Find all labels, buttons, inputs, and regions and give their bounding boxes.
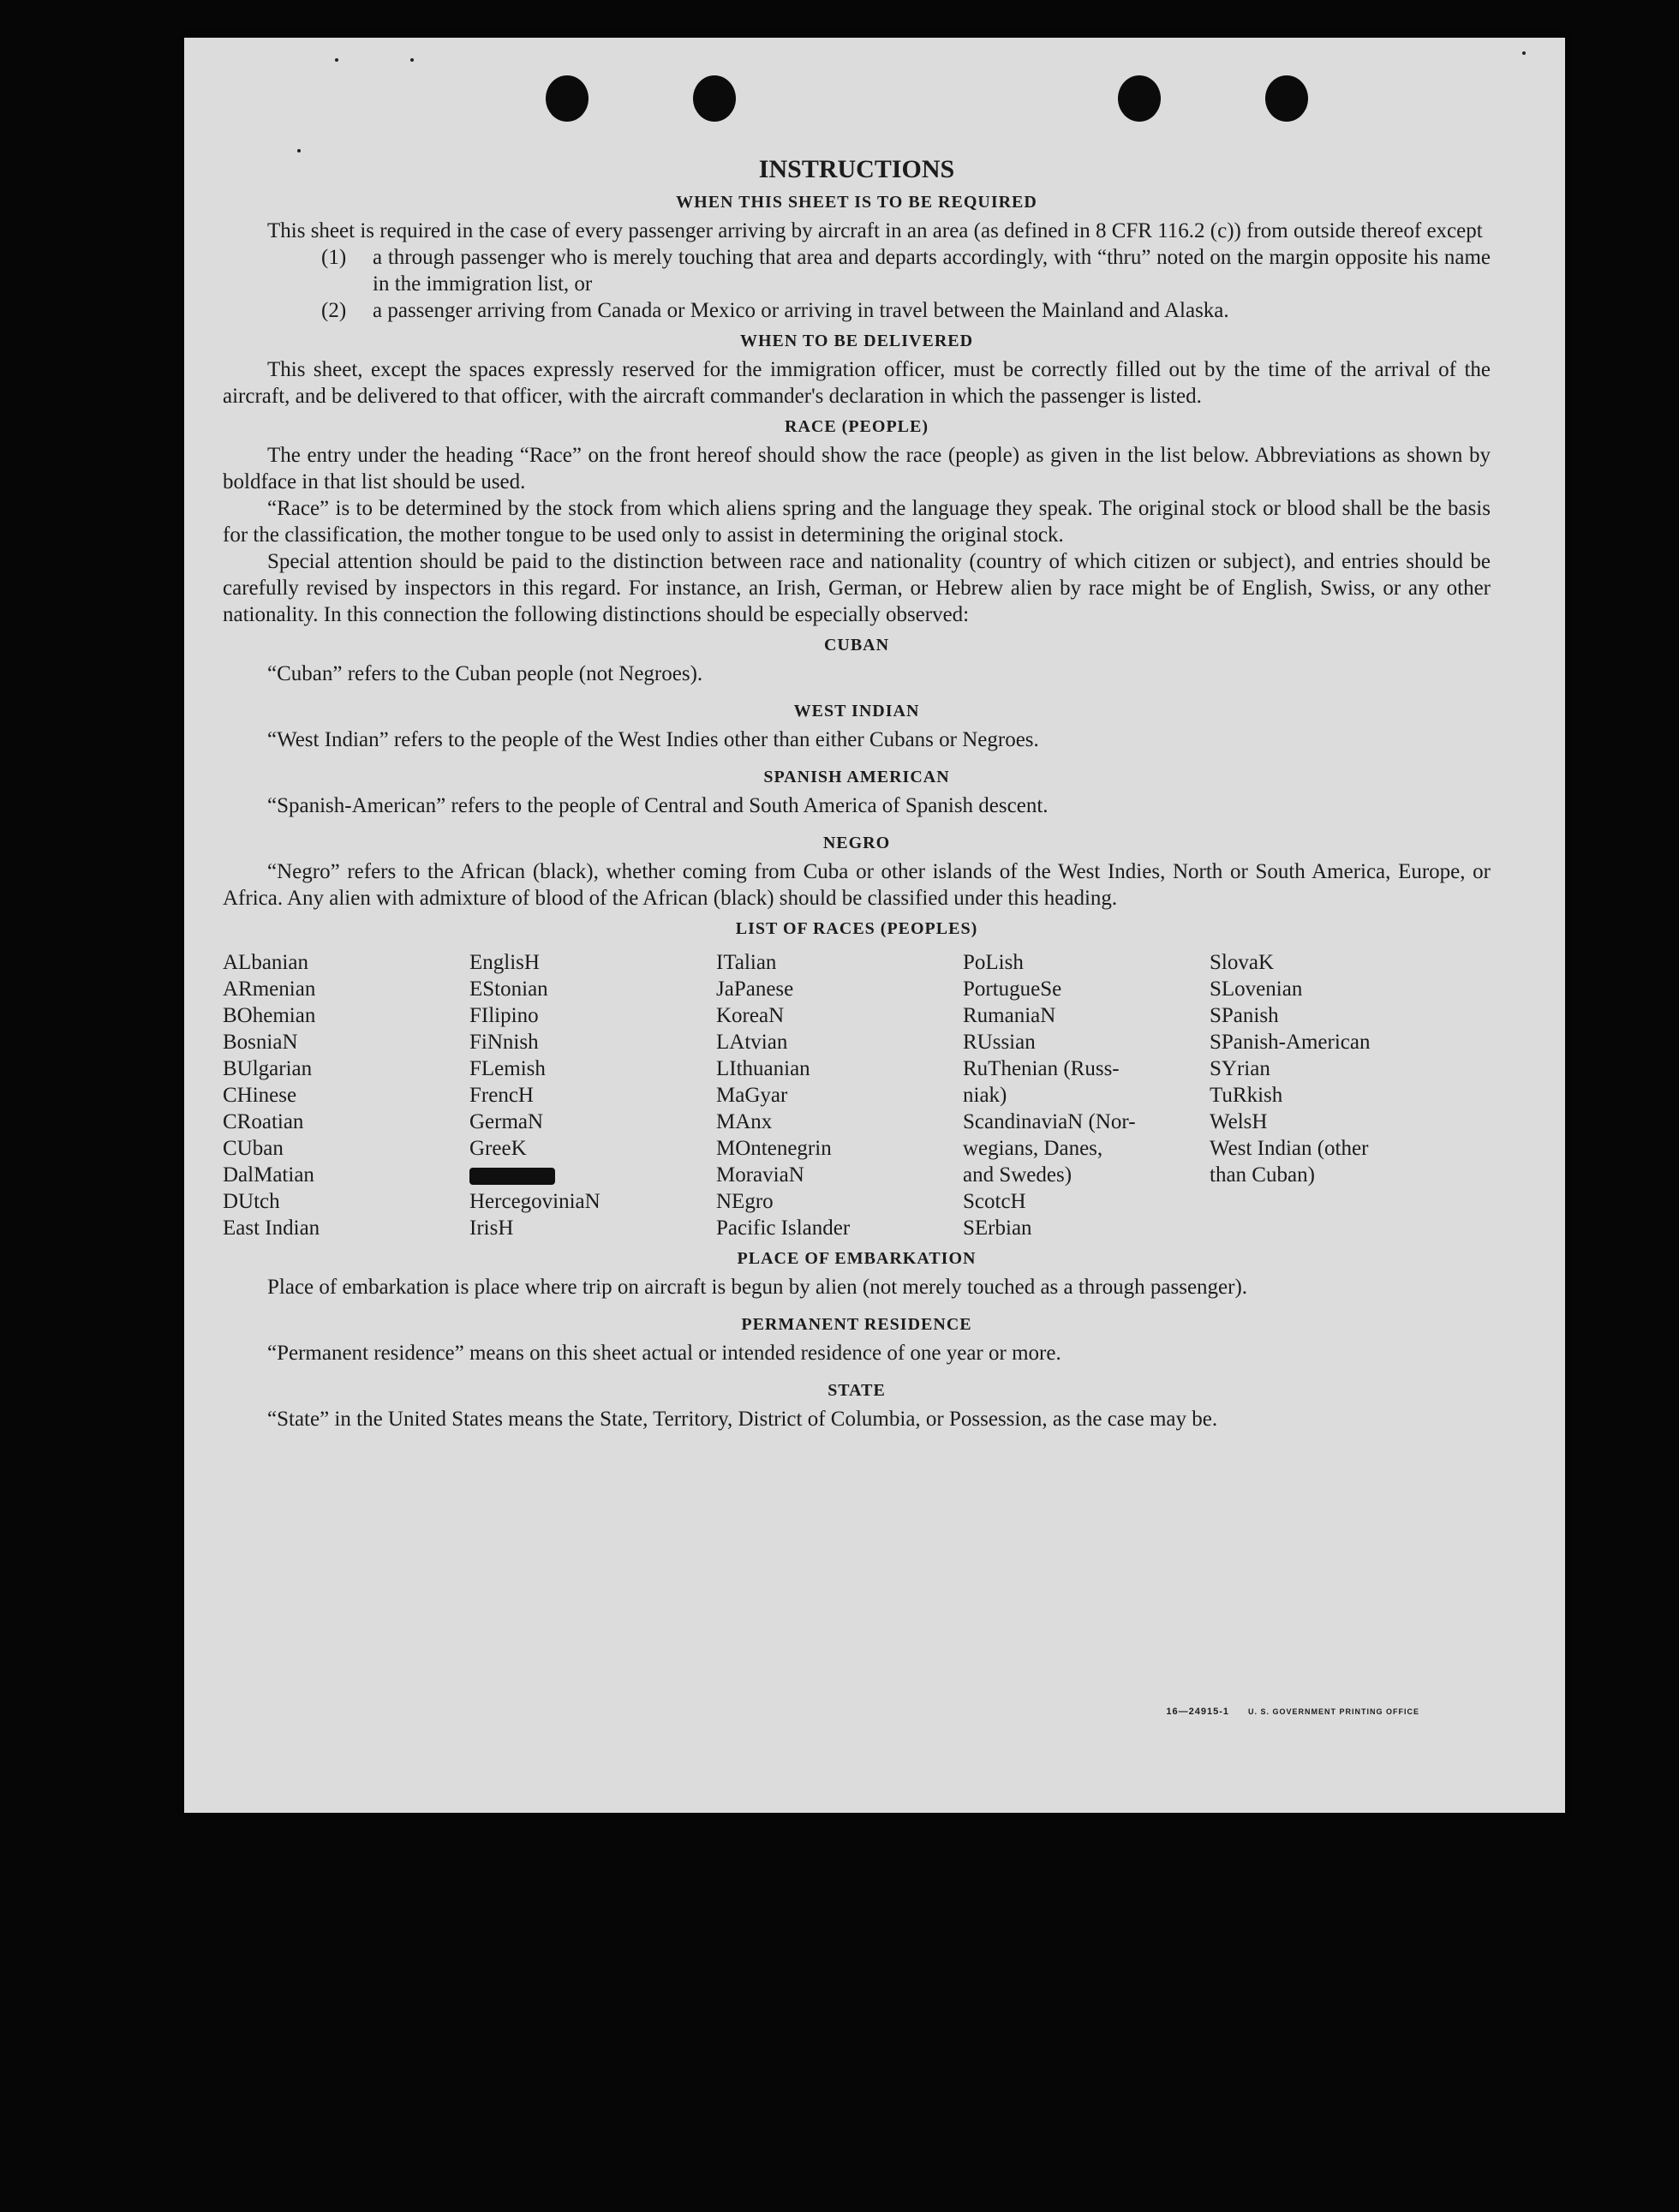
race-entry: SYrian	[1210, 1057, 1270, 1080]
race-entry: GreeK	[469, 1137, 527, 1160]
race-entry: NEgro	[716, 1190, 774, 1213]
race-paragraph-2: “Race” is to be determined by the stock from which aliens spring and the language they speak. The original stock or blood shall be the basis for the classification, the mother tongue to be used only to assist in determining the original stock.	[223, 497, 1491, 547]
residence-text: “Permanent residence” means on this sheet actual or intended residence of one year or more.	[267, 1342, 1061, 1365]
race-paragraph-3: Special attention should be paid to the distinction between race and nationality (country of which citizen or subject), and entries should be carefully revised by inspectors in this regard. For instance, an Irish, German, or Hebrew alien by race might be of English, Swiss, or any other nationality. In this connection the following distinctions should be especially observed:	[223, 550, 1491, 626]
state-text: “State” in the United States means the State, Territory, District of Columbia, or Possession, as the case may be.	[267, 1408, 1218, 1431]
race-entry: MOntenegrin	[716, 1137, 832, 1160]
race-entry: BosniaN	[223, 1031, 298, 1054]
dust-speck	[410, 58, 414, 62]
section-heading-residence: PERMANENT RESIDENCE	[741, 1315, 972, 1334]
race-entry: RuThenian (Russ- niak)	[963, 1057, 1120, 1107]
race-entry: DUtch	[223, 1190, 280, 1213]
section-heading-west-indian: WEST INDIAN	[793, 702, 920, 720]
race-entry: Pacific Islander	[716, 1217, 851, 1240]
race-entry: MaGyar	[716, 1084, 788, 1107]
embarkation-text: Place of embarkation is place where trip on aircraft is begun by alien (not merely touched as a through passenger).	[267, 1276, 1248, 1299]
race-entry: RUssian	[963, 1031, 1036, 1054]
race-entry: ITalian	[716, 951, 777, 974]
race-entry: ScotcH	[963, 1190, 1026, 1213]
race-entry: East Indian	[223, 1217, 320, 1240]
race-entry: JaPanese	[716, 977, 794, 1001]
race-entry: ARmenian	[223, 977, 316, 1001]
list-item: (1) a through passenger who is merely touching that area and departs accordingly, with “thru” noted on the margin opposite his name in the immigration list, or	[321, 246, 1491, 296]
race-entry: IrisH	[469, 1217, 514, 1240]
punch-hole	[693, 75, 736, 122]
list-item: (2) a passenger arriving from Canada or Mexico or arriving in travel between the Mainland and Alaska.	[321, 299, 1229, 322]
punch-hole	[546, 75, 589, 122]
race-column	[963, 949, 1210, 1241]
race-column	[469, 949, 716, 1241]
section-heading-spanish-american: SPANISH AMERICAN	[763, 768, 950, 786]
race-entry: FiNnish	[469, 1031, 539, 1054]
race-entry: CRoatian	[223, 1110, 304, 1133]
race-entry: FrencH	[469, 1084, 534, 1107]
race-entry: SErbian	[963, 1217, 1032, 1240]
section-heading-race-list: LIST OF RACES (PEOPLES)	[735, 919, 978, 938]
punch-hole	[1118, 75, 1161, 122]
section-heading-required: WHEN THIS SHEET IS TO BE REQUIRED	[676, 193, 1037, 212]
race-entry: TuRkish	[1210, 1084, 1283, 1107]
race-entry: BUlgarian	[223, 1057, 313, 1080]
race-entry: ScandinaviaN (Nor- wegians, Danes, and Swedes)	[963, 1110, 1136, 1187]
spanish-american-text: “Spanish-American” refers to the people of Central and South America of Spanish descent.	[267, 794, 1049, 817]
race-column	[223, 949, 469, 1241]
race-entry: WelsH	[1210, 1110, 1268, 1133]
race-entry: LIthuanian	[716, 1057, 810, 1080]
cuban-text: “Cuban” refers to the Cuban people (not Negroes).	[267, 662, 703, 685]
instruction-sheet	[184, 38, 1565, 1813]
race-entry: SPanish	[1210, 1004, 1279, 1027]
race-entry: PortugueSe	[963, 977, 1062, 1001]
race-entry: PoLish	[963, 951, 1024, 974]
race-entry: CHinese	[223, 1084, 297, 1107]
race-entry: RumaniaN	[963, 1004, 1056, 1027]
race-entry: SlovaK	[1210, 951, 1274, 974]
printer-imprint: U. S. GOVERNMENT PRINTING OFFICE	[1247, 1707, 1419, 1716]
race-entry: CUban	[223, 1137, 284, 1160]
race-column	[1210, 949, 1456, 1241]
section-heading-race: RACE (PEOPLE)	[785, 417, 929, 436]
dust-speck	[297, 149, 301, 152]
delivered-text: This sheet, except the spaces expressly reserved for the immigration officer, must be correctly filled out by the time of the arrival of the aircraft, and be delivered to that officer, with the aircraft commander's declaration in which the passenger is listed.	[223, 358, 1491, 408]
print-code	[1166, 1707, 1419, 1717]
race-entry: EnglisH	[469, 951, 540, 974]
race-entry: FLemish	[469, 1057, 546, 1080]
race-entry: GermaN	[469, 1110, 544, 1133]
section-heading-embarkation: PLACE OF EMBARKATION	[737, 1249, 977, 1268]
race-entry: SPanish-American	[1210, 1031, 1371, 1054]
dust-speck	[1522, 51, 1526, 55]
race-entry: KoreaN	[716, 1004, 785, 1027]
race-column	[716, 949, 963, 1241]
section-heading-cuban: CUBAN	[823, 636, 890, 655]
dust-speck	[335, 58, 338, 62]
section-heading-delivered: WHEN TO BE DELIVERED	[739, 332, 974, 350]
race-entry: ALbanian	[223, 951, 308, 974]
redaction-mark	[469, 1168, 555, 1185]
west-indian-text: “West Indian” refers to the people of the West Indies other than either Cubans or Negroes.	[267, 728, 1039, 751]
race-entry: BOhemian	[223, 1004, 316, 1027]
race-entry: FIlipino	[469, 1004, 539, 1027]
section-heading-negro: NEGRO	[822, 834, 891, 852]
race-entry: MAnx	[716, 1110, 773, 1133]
race-entry: HercegoviniaN	[469, 1190, 600, 1213]
page-title: INSTRUCTIONS	[758, 155, 955, 183]
required-intro: This sheet is required in the case of every passenger arriving by aircraft in an area (as defined in 8 CFR 116.2 (c)) from outside thereof except	[267, 219, 1483, 242]
form-code: 16—24915-1	[1166, 1707, 1229, 1717]
race-paragraph-1: The entry under the heading “Race” on the front hereof should show the race (people) as given in the list below. Abbreviations as shown by boldface in that list should be used.	[223, 444, 1491, 493]
negro-text: “Negro” refers to the African (black), whether coming from Cuba or other islands of the West Indies, North or South America, Europe, or Africa. Any alien with admixture of blood of the African (black) should be classified under this heading.	[223, 860, 1491, 910]
race-entry: LAtvian	[716, 1031, 788, 1054]
race-list	[223, 949, 1491, 1241]
race-entry: MoraviaN	[716, 1163, 804, 1187]
race-entry: DalMatian	[223, 1163, 314, 1187]
instructions-content	[223, 154, 1491, 1432]
race-entry: West Indian (other than Cuban)	[1210, 1137, 1369, 1187]
race-entry: SLovenian	[1210, 977, 1303, 1001]
section-heading-state: STATE	[828, 1381, 886, 1400]
race-entry: EStonian	[469, 977, 548, 1001]
redacted-entry	[469, 1162, 716, 1188]
punch-hole	[1265, 75, 1308, 122]
